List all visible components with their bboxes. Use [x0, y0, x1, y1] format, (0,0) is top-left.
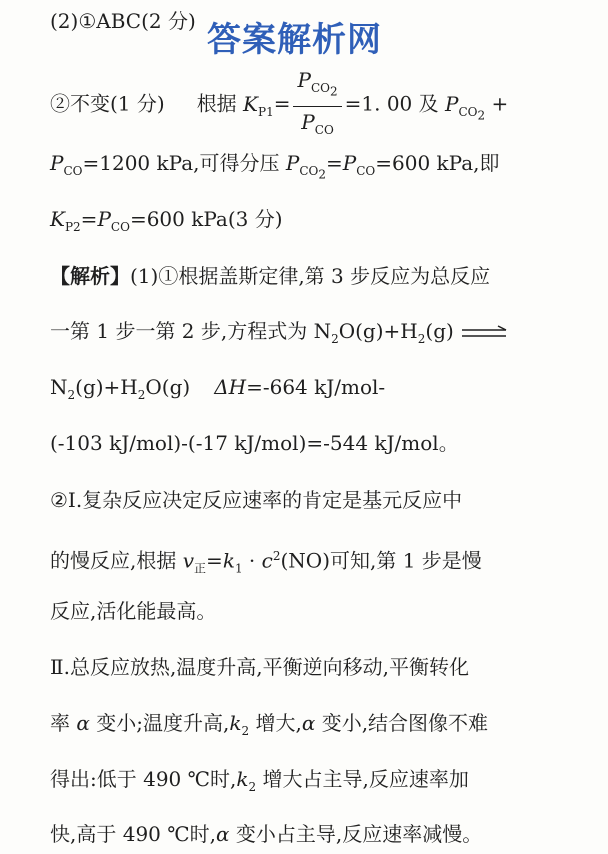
c-symbol: c: [261, 548, 273, 573]
line-enthalpy: [50, 430, 594, 456]
partial-value-text: =600 kPa,即: [375, 151, 500, 175]
analysis-text-1: (1)①根据盖斯定律,第 3 步反应为总反应: [130, 264, 491, 288]
below-text-b: 增大占主导,反应速率加: [262, 767, 469, 791]
p-co-symbol-2: P: [342, 151, 357, 175]
pressure-fraction: [293, 68, 341, 142]
products-text-b: (g)+H: [75, 375, 138, 399]
equation-text-b: O(g)+H: [338, 319, 418, 343]
analysis-heading: 【解析】: [50, 264, 130, 288]
p-co2-sub2: 2: [318, 167, 326, 182]
equals-sign-3: =: [80, 207, 98, 231]
part-ii-text: Ⅱ.总反应放热,温度升高,平衡逆向移动,平衡转化: [50, 655, 470, 679]
line-activation: [50, 598, 594, 624]
numerator-sub: CO: [310, 81, 330, 95]
p-co2-sub: CO: [299, 164, 319, 178]
p-co2-symbol: P: [285, 151, 300, 175]
kp2-value-text: =600 kPa(3 分): [129, 207, 283, 231]
c-sup: 2: [272, 549, 281, 563]
numerator-sub2: 2: [329, 84, 338, 99]
kp2-symbol: K: [50, 207, 65, 231]
answer-2-2-text: ②不变(1 分): [50, 91, 165, 116]
line-kp2: [50, 206, 594, 240]
conversion-text-c: 增大,: [255, 711, 302, 735]
p-co-sub: CO: [63, 164, 83, 178]
enthalpy-text: (-103 kJ/mol)-(-17 kJ/mol)=-544 kJ/mol。: [50, 431, 459, 455]
k2-symbol: k: [229, 711, 242, 735]
p-symbol: P: [445, 91, 459, 116]
part-i-text: ②Ⅰ.复杂反应决定反应速率的肯定是基元反应中: [50, 488, 463, 512]
line-products: [50, 374, 594, 408]
value-text: =1. 00 及: [344, 91, 439, 116]
line-below-490: [50, 766, 594, 800]
rate-law-text-b: (NO)可知,第 1 步是慢: [280, 548, 482, 573]
kp2-sub: P2: [64, 220, 81, 234]
equilibrium-arrow-icon: [460, 326, 510, 340]
p-co-sub-3: CO: [110, 220, 130, 234]
activation-text: 反应,活化能最高。: [50, 599, 217, 623]
line-above-490: [50, 821, 594, 847]
k2-sub-2: 2: [248, 780, 257, 794]
products-text-c: O(g): [145, 375, 191, 399]
p-sub2: 2: [477, 108, 486, 123]
watermark-logo: 答案解析网: [207, 20, 382, 60]
plus-sign: +: [491, 91, 509, 116]
p-co-sub-2: CO: [356, 164, 376, 178]
fraction-denominator: P: [301, 110, 315, 135]
k2-symbol-2: k: [236, 767, 249, 791]
dot-operator: ·: [242, 548, 262, 573]
line-conversion: [50, 710, 594, 744]
h2-sub: 2: [417, 332, 426, 346]
k2-sub: 2: [241, 724, 250, 738]
according-text: 根据: [196, 91, 237, 116]
line-equation: [50, 318, 594, 352]
v-sub: 正: [194, 561, 207, 576]
p-sub: CO: [458, 104, 478, 119]
fraction-numerator: P: [297, 68, 311, 92]
line-2-ii: [50, 654, 594, 680]
alpha-symbol-3: α: [215, 822, 230, 846]
v-symbol: v: [182, 548, 195, 573]
rate-law-text-a: 的慢反应,根据: [50, 548, 177, 573]
above-text-a: 快,高于 490 ℃时,: [50, 822, 216, 846]
kp1-symbol: K: [243, 91, 258, 116]
p-co-symbol-3: P: [97, 207, 111, 231]
alpha-symbol-2: α: [301, 711, 316, 735]
n2-sub-2: 2: [67, 388, 76, 402]
conversion-text-b: 变小;温度升高,: [96, 711, 230, 735]
line-partial-pressure: [50, 150, 594, 187]
denominator-sub: CO: [314, 123, 334, 138]
above-text-b: 变小占主导,反应速率减慢。: [235, 822, 483, 846]
equals-sign: =: [273, 91, 291, 116]
line-rate-law: [50, 543, 594, 582]
equation-text-a: 一第 1 步一第 2 步,方程式为 N: [50, 319, 332, 343]
k1-sub: 1: [234, 561, 243, 576]
equation-text-c: (g): [425, 319, 454, 343]
equals-sign-4: =: [206, 548, 223, 573]
equals-sign-2: =: [325, 151, 343, 175]
answer-2-1-text: (2)①ABC(2 分): [50, 9, 196, 33]
k1-symbol: k: [222, 548, 235, 573]
kp1-sub: P1: [258, 104, 274, 119]
products-text-a: N: [50, 375, 68, 399]
sum-text: =1200 kPa,可得分压: [82, 151, 280, 175]
alpha-symbol: α: [76, 711, 90, 735]
line-analysis-start: [50, 263, 594, 289]
line-2-i: [50, 487, 594, 513]
delta-h-symbol: ΔH: [214, 375, 247, 399]
line-answer-2-2: [50, 68, 594, 138]
delta-h-value: =-664 kJ/mol-: [246, 375, 386, 399]
h2-sub-2: 2: [137, 388, 146, 402]
below-text-a: 得出:低于 490 ℃时,: [50, 767, 237, 791]
conversion-text-a: 率: [50, 711, 70, 735]
p-co-symbol: P: [50, 151, 64, 175]
n2-sub: 2: [331, 332, 339, 346]
conversion-text-d: 变小,结合图像不难: [321, 711, 489, 735]
